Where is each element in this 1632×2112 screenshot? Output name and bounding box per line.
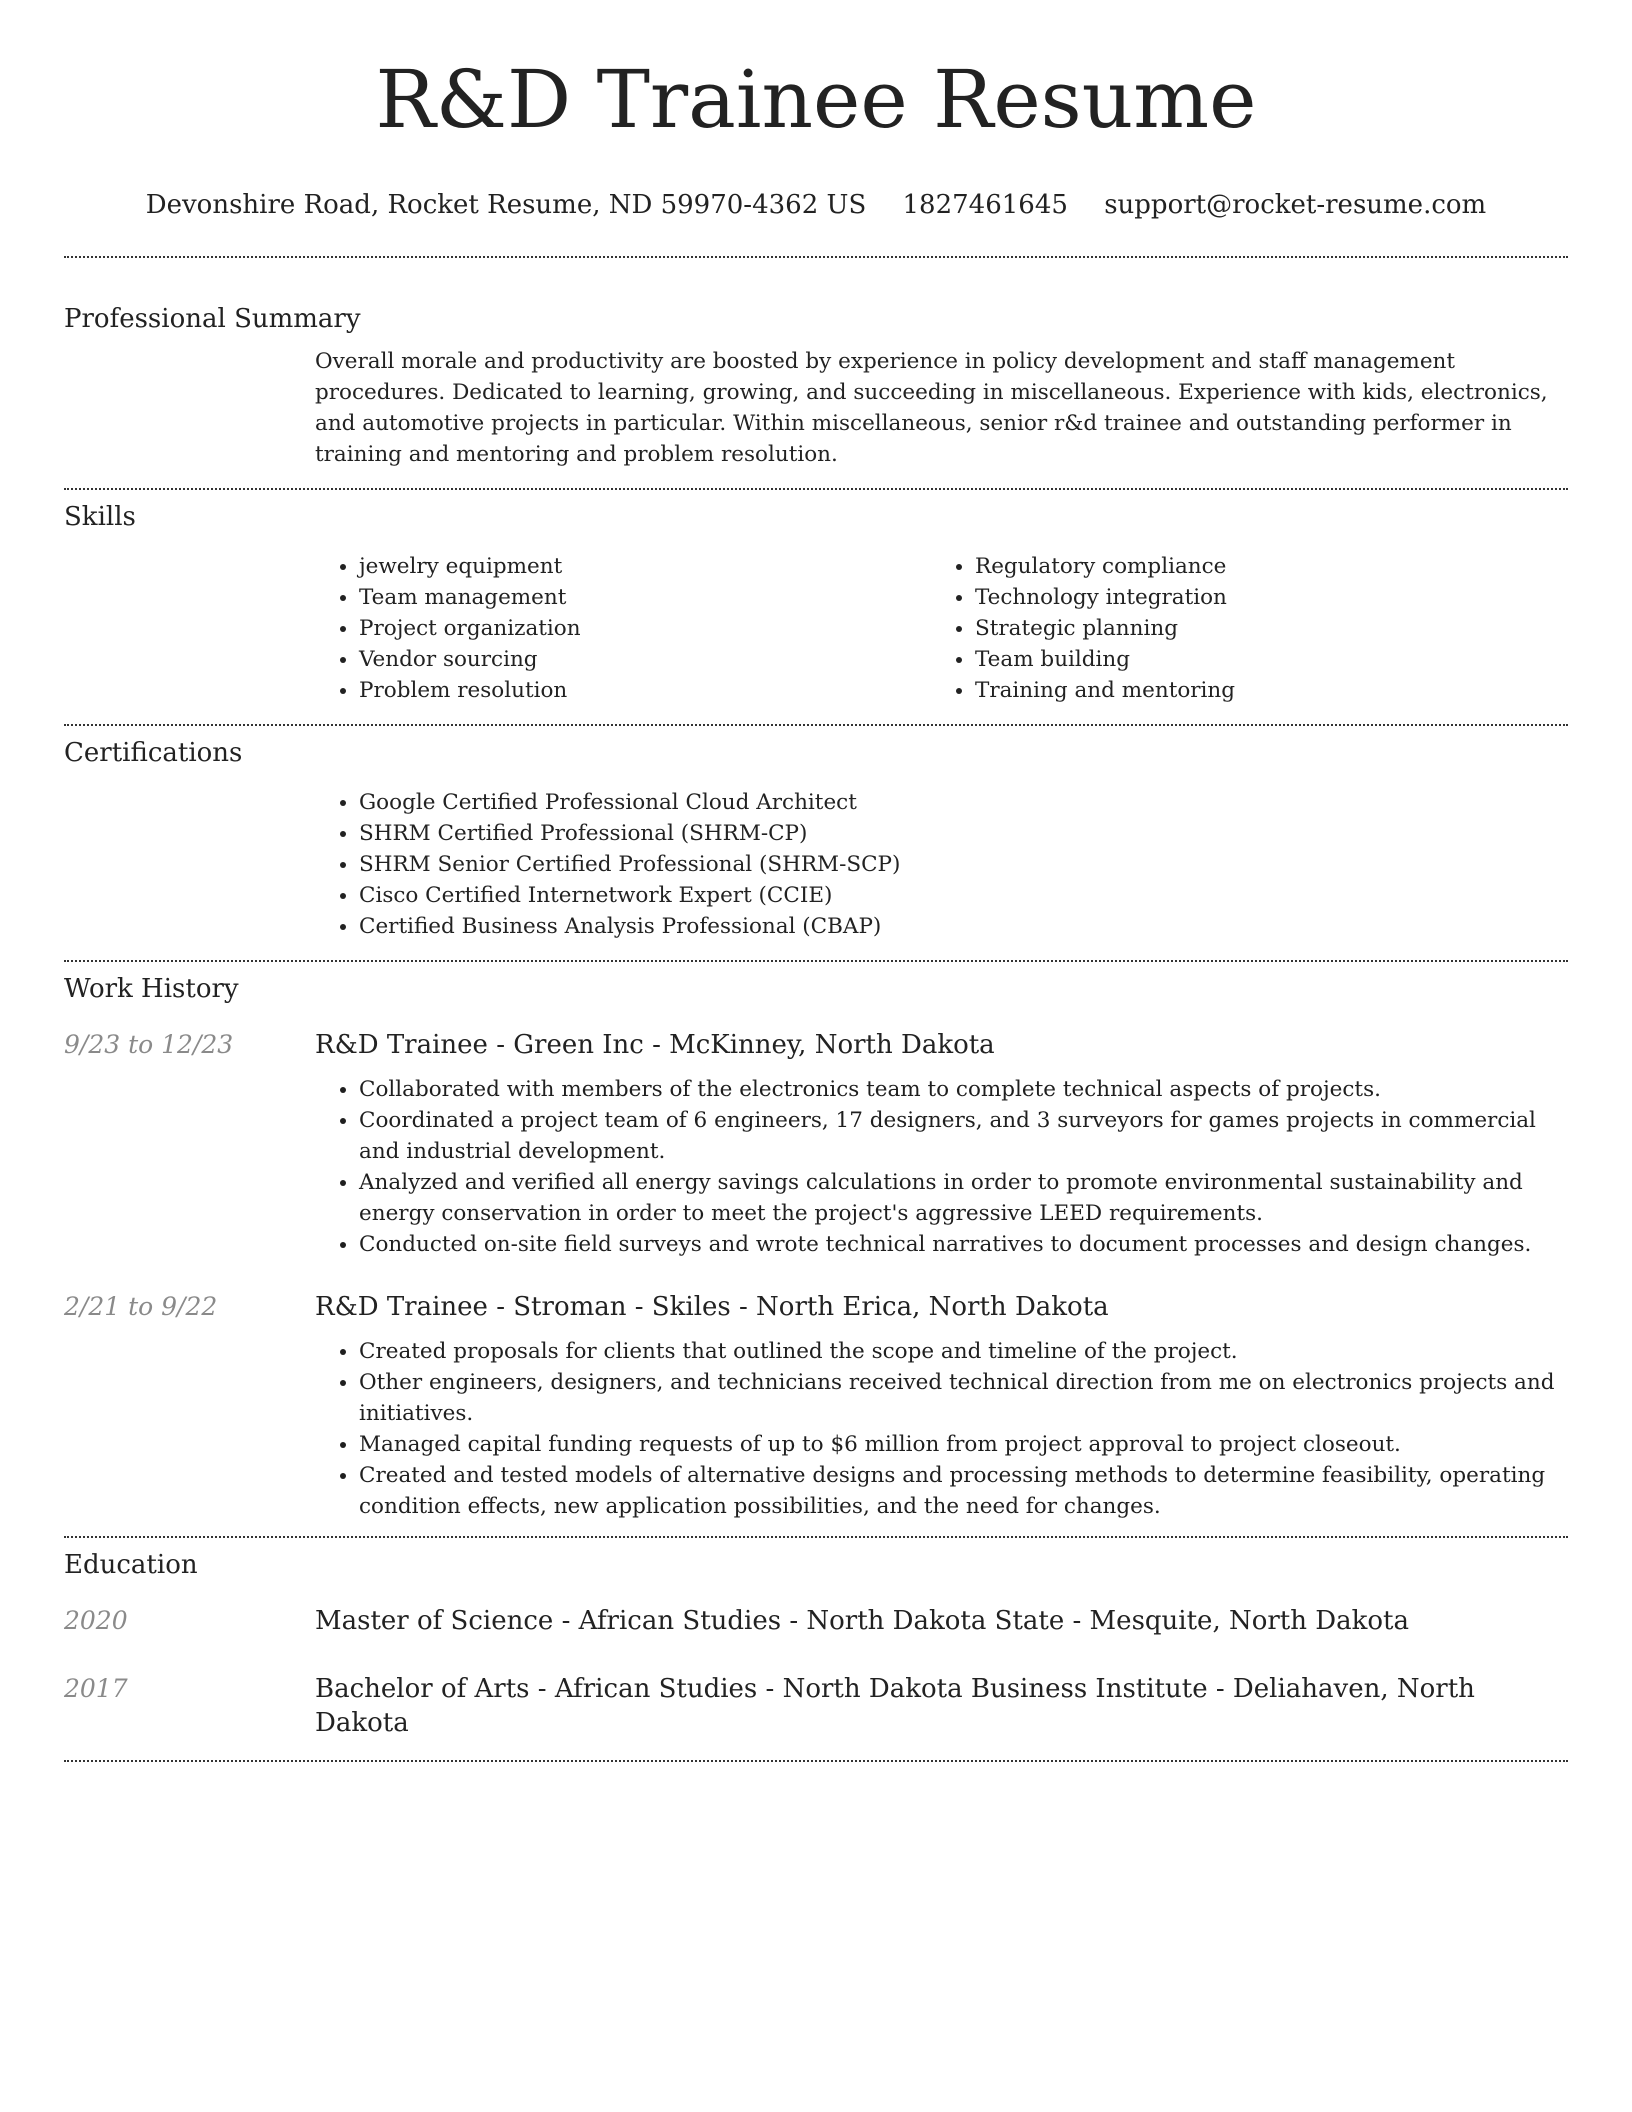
skills-section (0, 490, 1632, 706)
contact-phone: 1827461645 (902, 190, 1068, 220)
skill-item: • Training and mentoring (975, 675, 1547, 706)
education-entry (64, 1672, 1568, 1740)
skill-item: • Project organization (359, 613, 931, 644)
skill-item: • Problem resolution (359, 675, 931, 706)
summary-section (0, 258, 1632, 470)
job-bullets (315, 1074, 1568, 1260)
section-title: Education (64, 1550, 198, 1580)
education-year: 2020 (64, 1606, 128, 1635)
skills-list-left (315, 551, 931, 706)
certification-item: • Certified Business Analysis Professional (CBAP) (359, 911, 1568, 942)
skill-item: • Regulatory compliance (975, 551, 1547, 582)
job-header (64, 1290, 1568, 1324)
section-title: Skills (64, 502, 136, 532)
job-entry (64, 1290, 1568, 1522)
skill-item: • Vendor sourcing (359, 644, 931, 675)
section-title: Certifications (64, 738, 243, 768)
skill-item: • Strategic planning (975, 613, 1547, 644)
job-bullet: • Coordinated a project team of 6 engineers, 17 designers, and 3 surveyors for games projects in commercial and industrial development. (359, 1105, 1568, 1167)
skill-item: • jewelry equipment (359, 551, 931, 582)
contact-email: support@rocket-resume.com (1104, 190, 1487, 220)
job-bullet: • Collaborated with members of the electronics team to complete technical aspects of projects. (359, 1074, 1568, 1105)
work-section (0, 962, 1632, 1522)
job-bullet: • Conducted on-site field surveys and wrote technical narratives to document processes and design changes. (359, 1229, 1568, 1260)
education-title: Master of Science - African Studies - North Dakota State - Mesquite, North Dakota (315, 1606, 1409, 1636)
job-bullet: • Other engineers, designers, and technicians received technical direction from me on electronics projects and initiatives. (359, 1367, 1568, 1429)
summary-text: Overall morale and productivity are boosted by experience in policy development and staff management procedures. Dedicated to learning, growing, and succeeding in miscellaneous. Experience with kids, electronics, and automotive projects in particular. Within miscellaneous, senior r&d trainee and outstanding performer in training and mentoring and problem resolution. (315, 349, 1548, 467)
job-title: R&D Trainee - Stroman - Skiles - North Erica, North Dakota (315, 1292, 1109, 1322)
contact-line (0, 188, 1632, 222)
job-bullet: • Created and tested models of alternative designs and processing methods to determine feasibility, operating condition effects, new application possibilities, and the need for changes. (359, 1460, 1568, 1522)
certification-item: • SHRM Senior Certified Professional (SHRM-SCP) (359, 849, 1568, 880)
resume-header (0, 0, 1632, 222)
education-title: Bachelor of Arts - African Studies - North Dakota Business Institute - Deliahaven, North Dakota (315, 1674, 1475, 1738)
job-header (64, 1028, 1568, 1062)
certification-item: • SHRM Certified Professional (SHRM-CP) (359, 818, 1568, 849)
certifications-section (0, 726, 1632, 942)
job-bullet: • Created proposals for clients that outlined the scope and timeline of the project. (359, 1336, 1568, 1367)
job-bullet: • Analyzed and verified all energy savings calculations in order to promote environmental sustainability and energy conservation in order to meet the project's aggressive LEED requirements. (359, 1167, 1568, 1229)
education-section (0, 1538, 1632, 1740)
skill-item: • Team management (359, 582, 931, 613)
divider (64, 1760, 1568, 1762)
skill-item: • Technology integration (975, 582, 1547, 613)
skills-list-right (931, 551, 1547, 706)
certification-item: • Google Certified Professional Cloud Architect (359, 787, 1568, 818)
job-bullet: • Managed capital funding requests of up to $6 million from project approval to project closeout. (359, 1429, 1568, 1460)
skills-columns (315, 551, 1568, 706)
job-bullets (315, 1336, 1568, 1522)
education-entry (64, 1604, 1568, 1638)
section-title: Professional Summary (64, 304, 361, 334)
education-year: 2017 (64, 1674, 128, 1703)
job-dates: 2/21 to 9/22 (64, 1292, 218, 1321)
certifications-list (315, 787, 1568, 942)
skill-item: • Team building (975, 644, 1547, 675)
page-title: R&D Trainee Resume (375, 53, 1257, 146)
certifications-body (315, 787, 1568, 942)
contact-address: Devonshire Road, Rocket Resume, ND 59970-4362 US (145, 190, 867, 220)
section-title: Work History (64, 974, 239, 1004)
job-dates: 9/23 to 12/23 (64, 1030, 234, 1059)
certification-item: • Cisco Certified Internetwork Expert (CCIE) (359, 880, 1568, 911)
job-title: R&D Trainee - Green Inc - McKinney, North Dakota (315, 1030, 995, 1060)
job-entry (64, 1028, 1568, 1260)
